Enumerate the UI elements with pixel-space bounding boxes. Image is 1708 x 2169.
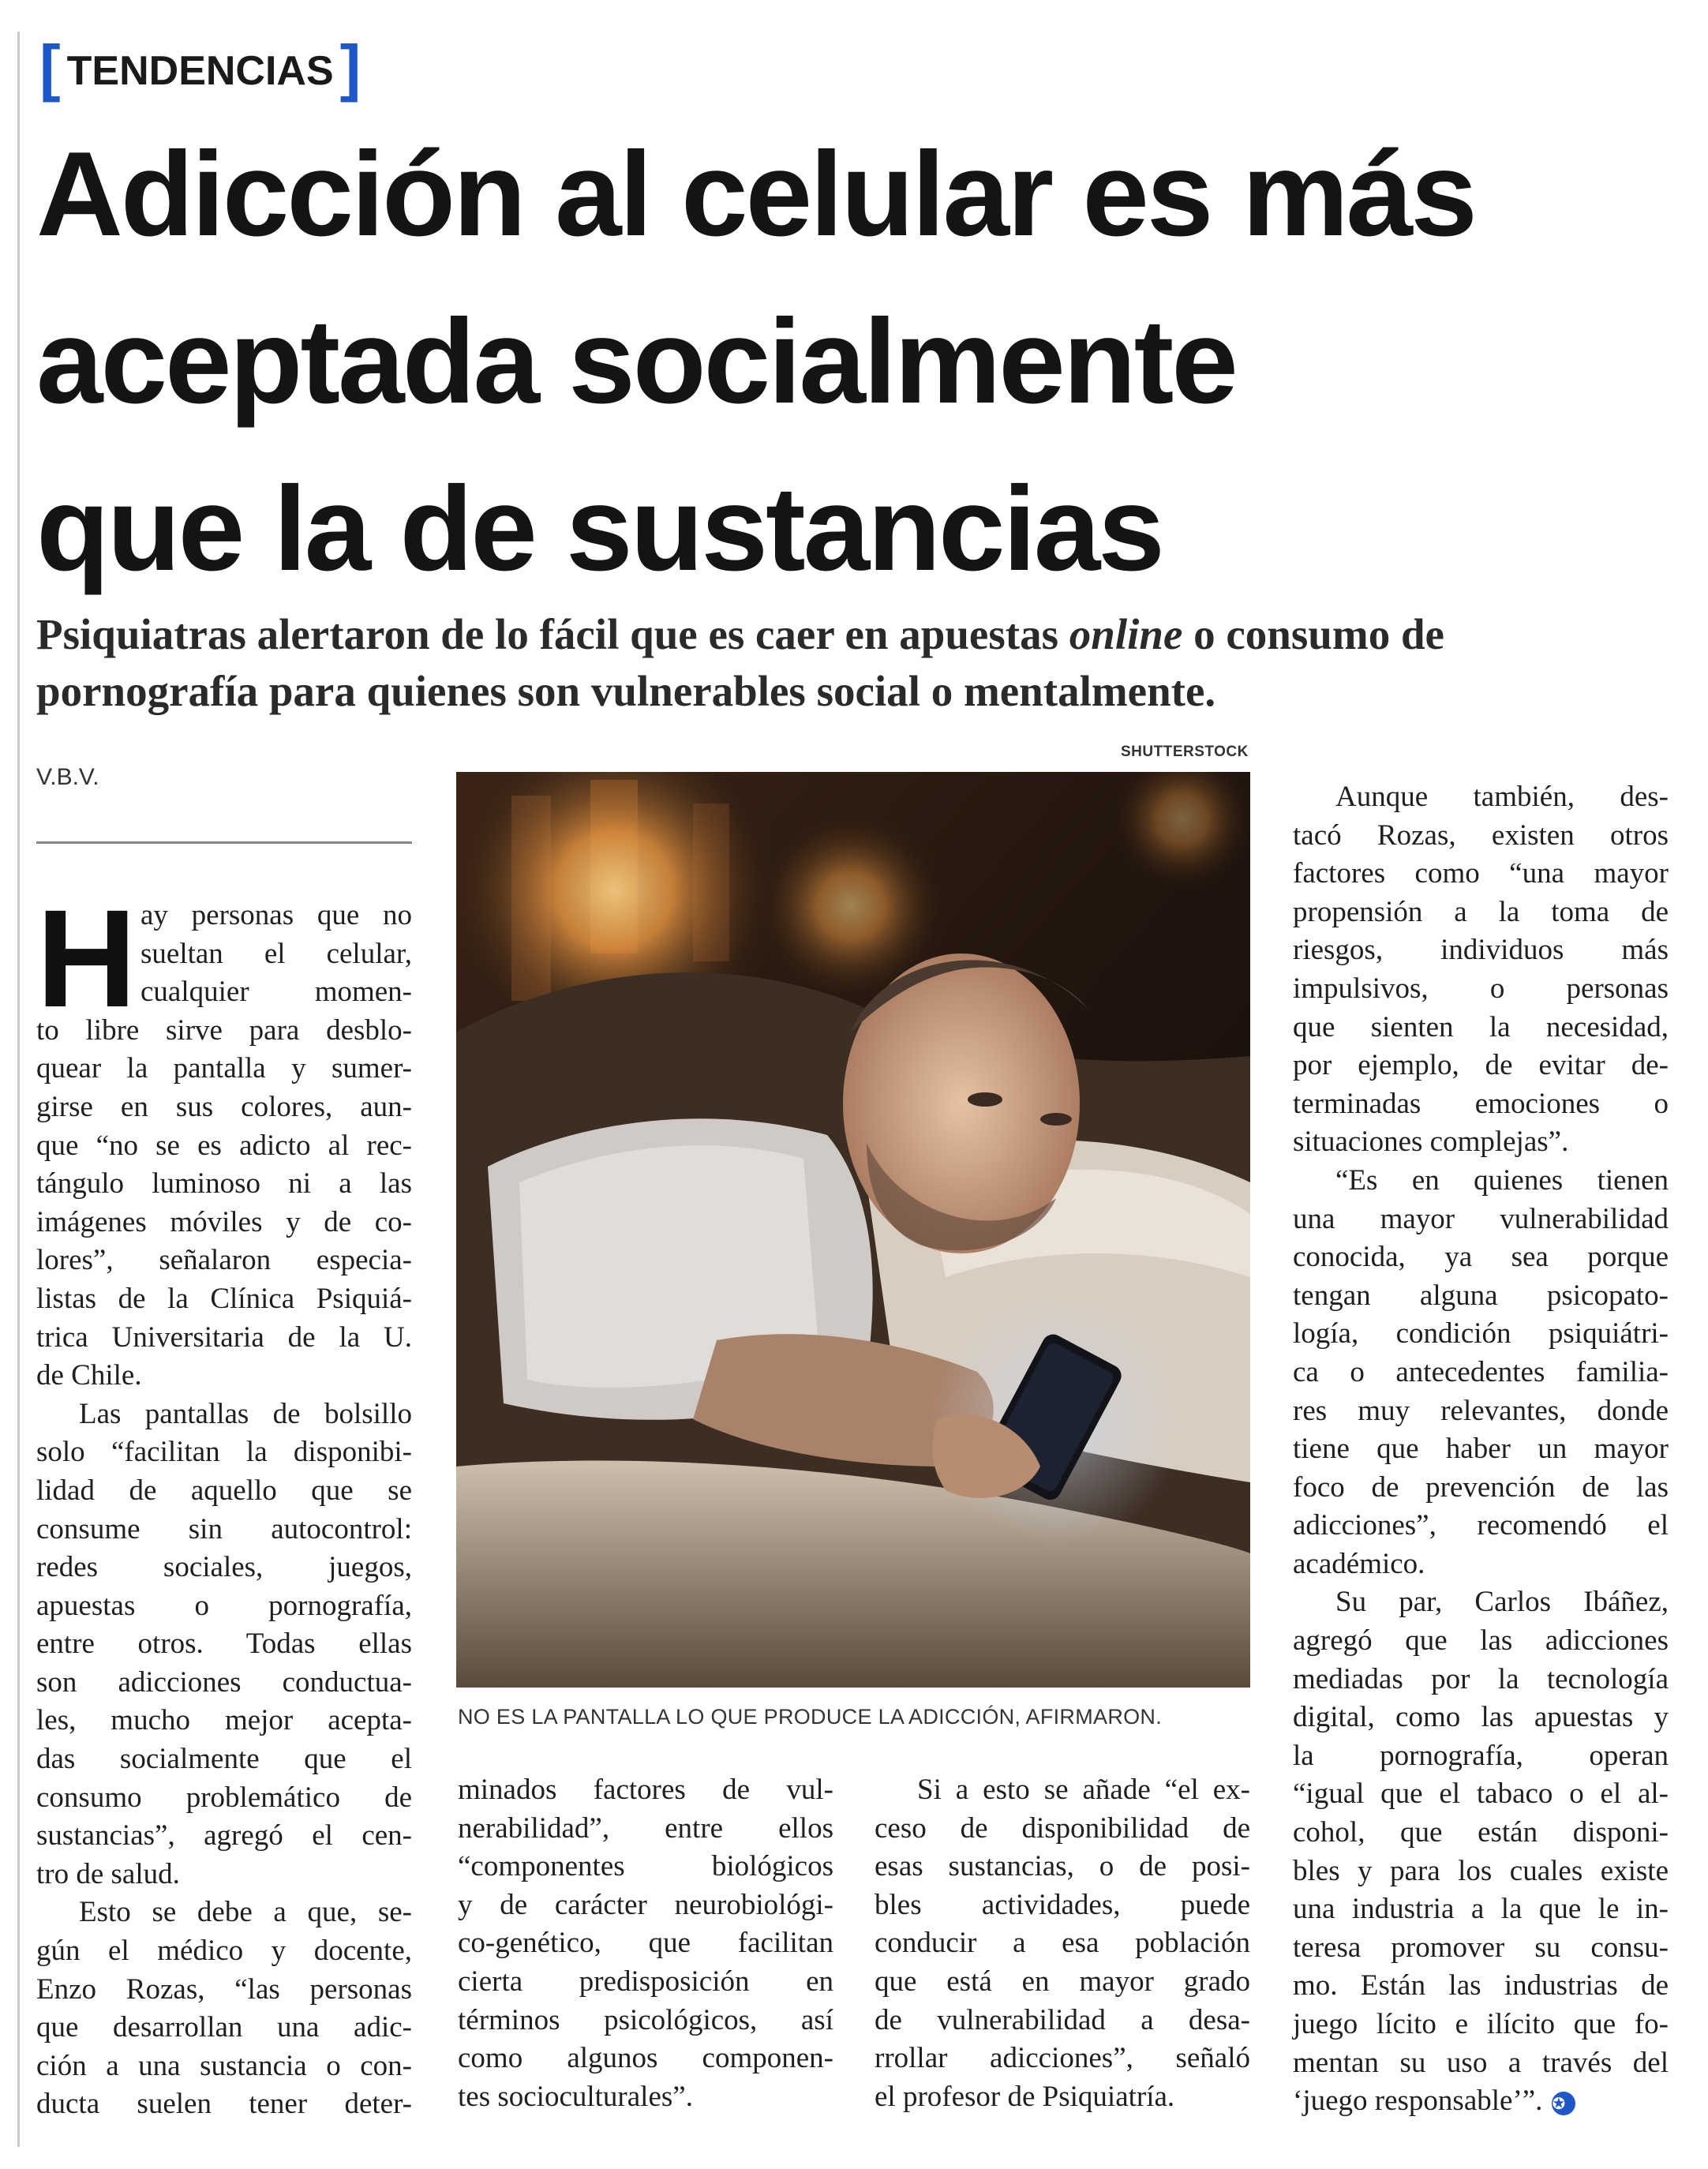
body-line: riesgos, individuos más [1293,934,1669,967]
body-line-final [1293,2082,1669,2121]
body-column-1 [36,882,412,2124]
body-line: imágenes móviles y de co- [36,1205,412,1238]
body-line: minados factores de vul- [458,1774,833,1806]
body-line: apuestas o pornografía, [36,1589,412,1622]
body-line: términos psicológicos, así [458,2003,833,2036]
body-line: tes socioculturales”. [458,2080,693,2113]
body-line: mentan su uso a través del [1293,2046,1669,2079]
body-line: sueltan el celular, [140,937,412,970]
body-line: que sienten la necesidad, [1293,1010,1669,1043]
body-line: teresa promover su consu- [1293,1931,1669,1964]
body-line: adicciones”, recomendó el [1293,1509,1669,1542]
body-line: como algunos componen- [458,2042,833,2075]
drop-cap: H [36,882,137,1036]
headline-line: que la de sustancias [36,462,1163,596]
body-line: girse en sus colores, aun- [36,1090,412,1123]
headline [36,111,1686,612]
section-tag [39,32,361,103]
body-line: mediadas por la tecnología [1293,1662,1669,1695]
body-column-3 [875,1771,1250,2116]
body-line: esas sustancias, o de posi- [875,1850,1250,1883]
body-line: gún el médico y docente, [36,1935,412,1968]
body-line: consume sin autocontrol: [36,1512,412,1545]
body-line: lidad de aquello que se [36,1474,412,1507]
body-line: conducir a esa población [875,1927,1250,1960]
open-bracket: [ [39,32,61,103]
body-line: tángulo luminoso ni a las [36,1167,412,1201]
photo-credit: SHUTTERSTOCK [1121,744,1249,760]
body-line: ducta suelen tener deter- [36,2088,412,2121]
deck-line-1 [36,606,1686,663]
body-line: el profesor de Psiquiatría. [875,2080,1175,2113]
body-line: cierta predisposición en [458,1965,833,1998]
body-line: conocida, ya sea porque [1293,1241,1669,1274]
body-line: nerabilidad”, entre ellos [458,1811,833,1845]
section-label: TENDENCIAS [66,48,334,94]
photo-man-in-bed-with-phone [456,772,1250,1688]
body-line: de Chile. [36,1359,142,1392]
body-line: redes sociales, juegos, [36,1551,412,1584]
body-line: trica Universitaria de la U. [36,1321,412,1354]
byline-divider [36,841,412,844]
body-line: académico. [1293,1547,1425,1580]
body-line: ca o antecedentes familia- [1293,1355,1669,1388]
body-line: cohol, que están disponi- [1293,1816,1669,1849]
body-line: bles actividades, puede [875,1888,1250,1921]
body-line: lores”, señalaron especia- [36,1244,412,1277]
body-line: que está en mayor grado [875,1965,1250,1998]
body-line: tro de salud. [36,1857,180,1890]
body-line: Esto se debe a que, se- [79,1896,412,1929]
body-column-2 [458,1771,833,2116]
body-line: rrollar adicciones”, señaló [875,2042,1250,2075]
deck-subheadline [36,606,1686,720]
body-line: ay personas que no [140,899,412,931]
headline-line: aceptada socialmente [36,294,1236,429]
body-line: co-genético, que facilitan [458,1927,833,1960]
body-line: ‘juego responsable’”. [1293,2085,1543,2118]
headline-line: Adicción al celular es más [36,127,1475,261]
body-line: tacó Rozas, existen otros [1293,819,1669,852]
body-line: foco de prevención de las [1293,1470,1669,1504]
body-line: quear la pantalla y sumer- [36,1052,412,1085]
body-line: juego lícito e ilícito que fo- [1293,2008,1669,2040]
body-line: listas de la Clínica Psiquiá- [36,1282,412,1315]
deck-line-2: pornografía para quienes son vulnerables social o mentalmente. [36,667,1216,715]
byline: V.B.V. [36,764,99,790]
body-line: bles y para los cuales existe [1293,1854,1669,1887]
photo-caption: NO ES LA PANTALLA LO QUE PRODUCE LA ADICCIÓN, AFIRMARON. [458,1705,1163,1729]
deck-text: o consumo de [1182,610,1444,658]
body-line: Su par, Carlos Ibáñez, [1335,1586,1669,1619]
body-line: impulsivos, o personas [1293,972,1669,1005]
body-line: terminadas emociones o [1293,1087,1669,1120]
body-line: son adicciones conductua- [36,1665,412,1699]
body-line: propensión a la toma de [1293,895,1669,928]
body-line: mo. Están las industrias de [1293,1969,1669,2002]
deck-emphasis: online [1069,610,1183,658]
body-line: una industria a la que le in- [1293,1893,1669,1926]
body-line: ceso de disponibilidad de [875,1811,1250,1845]
body-column-4 [1293,778,1669,2121]
body-line: por ejemplo, de evitar de- [1293,1049,1669,1082]
body-line: tengan alguna psicopato- [1293,1279,1669,1312]
body-line: “igual que el tabaco o el al- [1293,1778,1669,1811]
body-line: consumo problemático de [36,1781,412,1814]
body-line: y de carácter neurobiológi- [458,1888,833,1921]
body-line: que desarrollan una adic- [36,2011,412,2044]
body-line: tiene que haber un mayor [1293,1433,1669,1466]
body-line: res muy relevantes, donde [1293,1394,1669,1427]
body-line: das socialmente que el [36,1743,412,1776]
body-line: la pornografía, operan [1293,1739,1669,1772]
page-margin-rule [17,32,20,2147]
body-line: Si a esto se añade “el ex- [917,1774,1250,1806]
body-line: “Es en quienes tienen [1335,1163,1669,1197]
body-line: de vulnerabilidad a desa- [875,2003,1250,2036]
body-line: que “no se es adicto al rec- [36,1129,412,1162]
body-line: factores como “una mayor [1293,857,1669,890]
body-line: una mayor vulnerabilidad [1293,1202,1669,1235]
body-line: logía, condición psiquiátri- [1293,1317,1669,1350]
body-line: agregó que las adicciones [1293,1624,1669,1658]
deck-text: Psiquiatras alertaron de lo fácil que es caer en apuestas [36,610,1069,658]
body-line: les, mucho mejor acepta- [36,1704,412,1737]
body-line: Enzo Rozas, “las personas [36,1972,412,2006]
body-line: entre otros. Todas ellas [36,1628,412,1661]
body-line: Las pantallas de bolsillo [79,1397,412,1430]
body-line: ción a una sustancia o con- [36,2049,412,2082]
body-line: situaciones complejas”. [1293,1126,1569,1159]
body-line: solo “facilitan la disponibi- [36,1436,412,1469]
close-bracket: ] [339,32,361,103]
body-line: digital, como las apuestas y [1293,1701,1669,1734]
article-photo [456,772,1250,1688]
body-line: sustancias”, agregó el cen- [36,1819,412,1852]
star-in-circle-icon: ✪ [1552,2092,1575,2115]
body-line: cualquier momen- [140,976,412,1009]
body-line: to libre sirve para desblo- [36,1013,412,1047]
body-line: “componentes biológicos [458,1850,833,1883]
body-line: Aunque también, des- [1335,781,1669,813]
